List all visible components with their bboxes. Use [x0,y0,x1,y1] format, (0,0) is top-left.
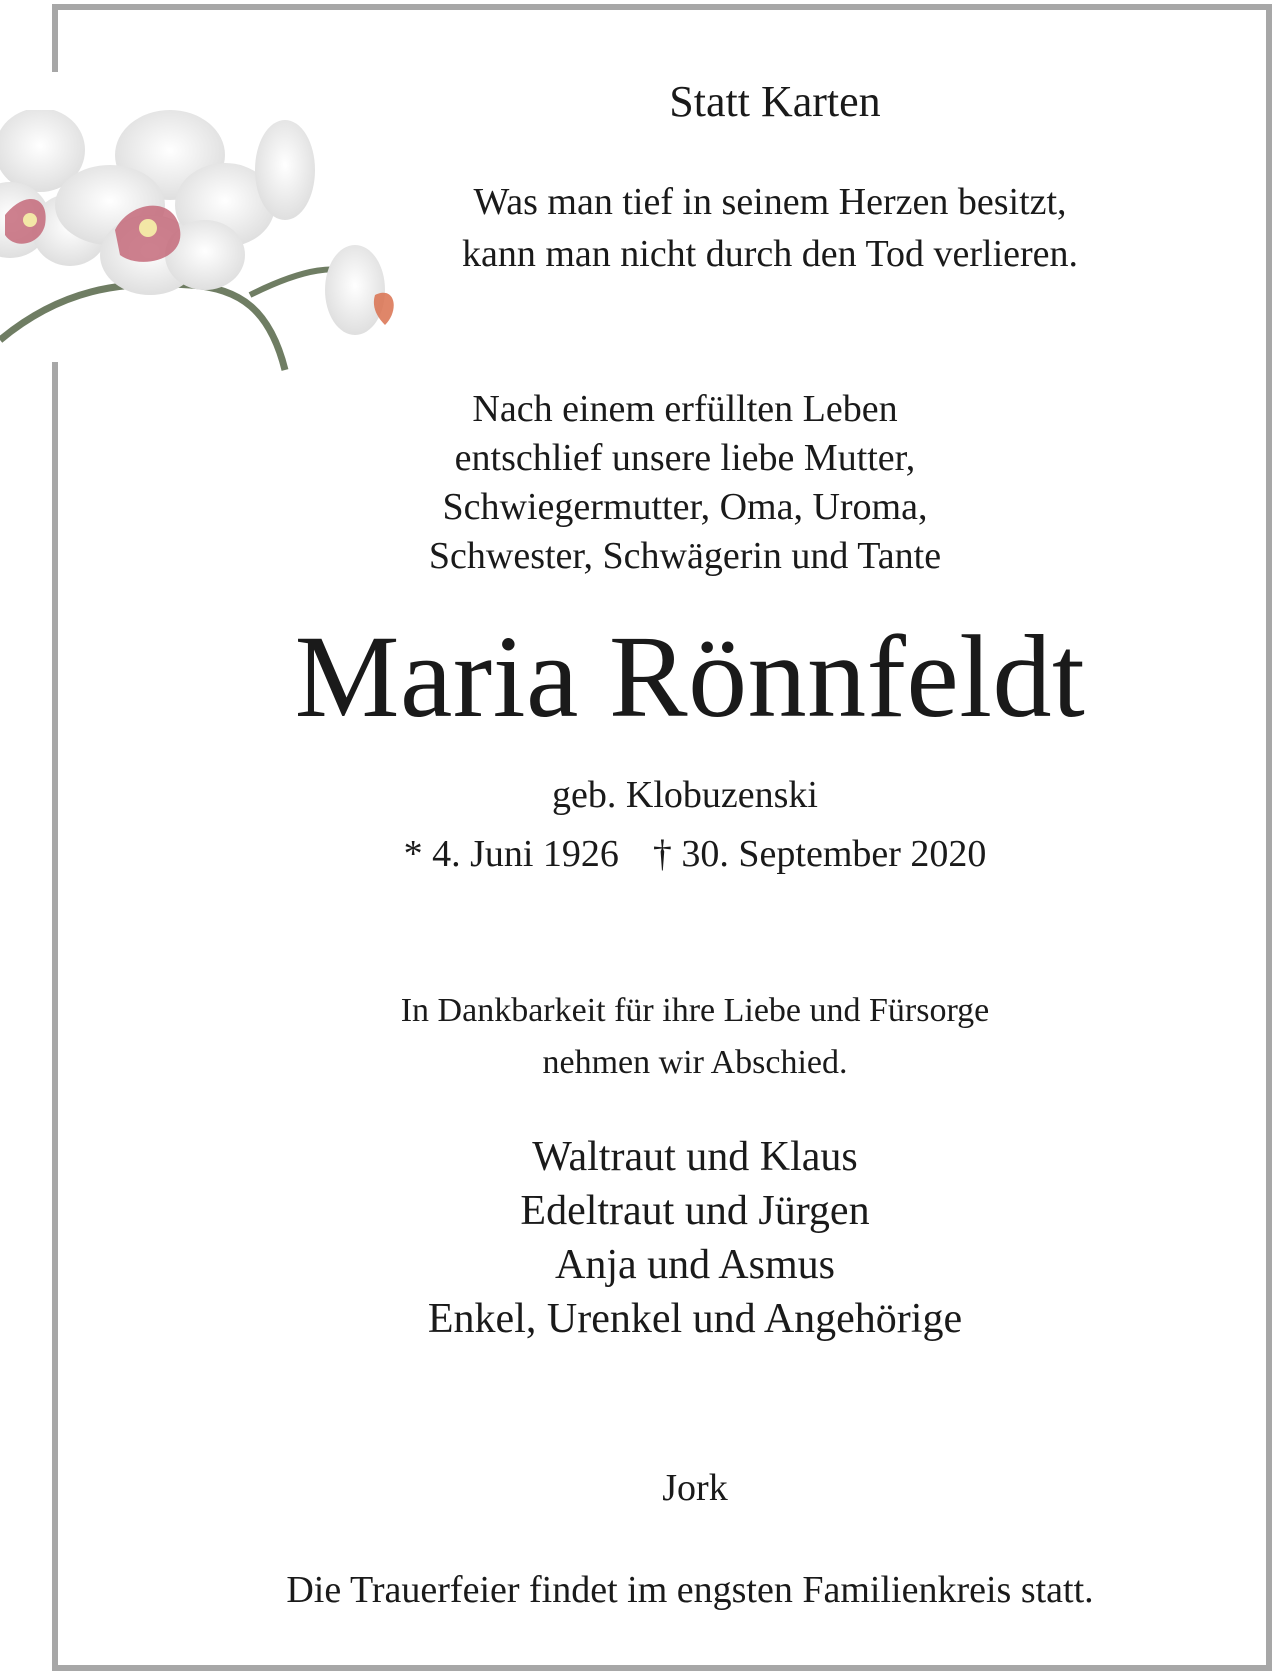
birth-date: * 4. Juni 1926 [403,833,619,875]
motto-line: Was man tief in seinem Herzen besitzt, [473,181,1067,223]
mourners-list [55,1130,1280,1346]
intro-line: entschlief unsere liebe Mutter, [454,437,916,479]
intro-line: Schwiegermutter, Oma, Uroma, [442,486,928,528]
thanks-line: In Dankbarkeit für ihre Liebe und Fürsorge [400,992,990,1029]
death-date: † 30. September 2020 [652,833,987,875]
deceased-name: Maria Rönnfeldt [294,611,1086,742]
motto [130,176,1280,280]
mourner-line: Edeltraut und Jürgen [520,1188,870,1234]
place: Jork [662,1467,728,1509]
life-dates [55,832,1280,876]
mourner-line: Anja und Asmus [554,1242,835,1288]
motto-line: kann man nicht durch den Tod verlieren. [461,233,1079,275]
mourner-line: Enkel, Urenkel und Angehörige [427,1296,963,1342]
thanks-text [55,985,1280,1089]
ceremony-note: Die Trauerfeier findet im engsten Familienkreis statt. [286,1569,1094,1611]
intro-text [45,385,1280,581]
mourner-line: Waltraut und Klaus [532,1134,858,1180]
intro-line: Nach einem erfüllten Leben [472,388,898,430]
thanks-line: nehmen wir Abschied. [542,1044,848,1081]
intro-line: Schwester, Schwägerin und Tante [428,535,942,577]
heading: Statt Karten [669,77,881,126]
maiden-name: geb. Klobuzenski [552,774,818,816]
